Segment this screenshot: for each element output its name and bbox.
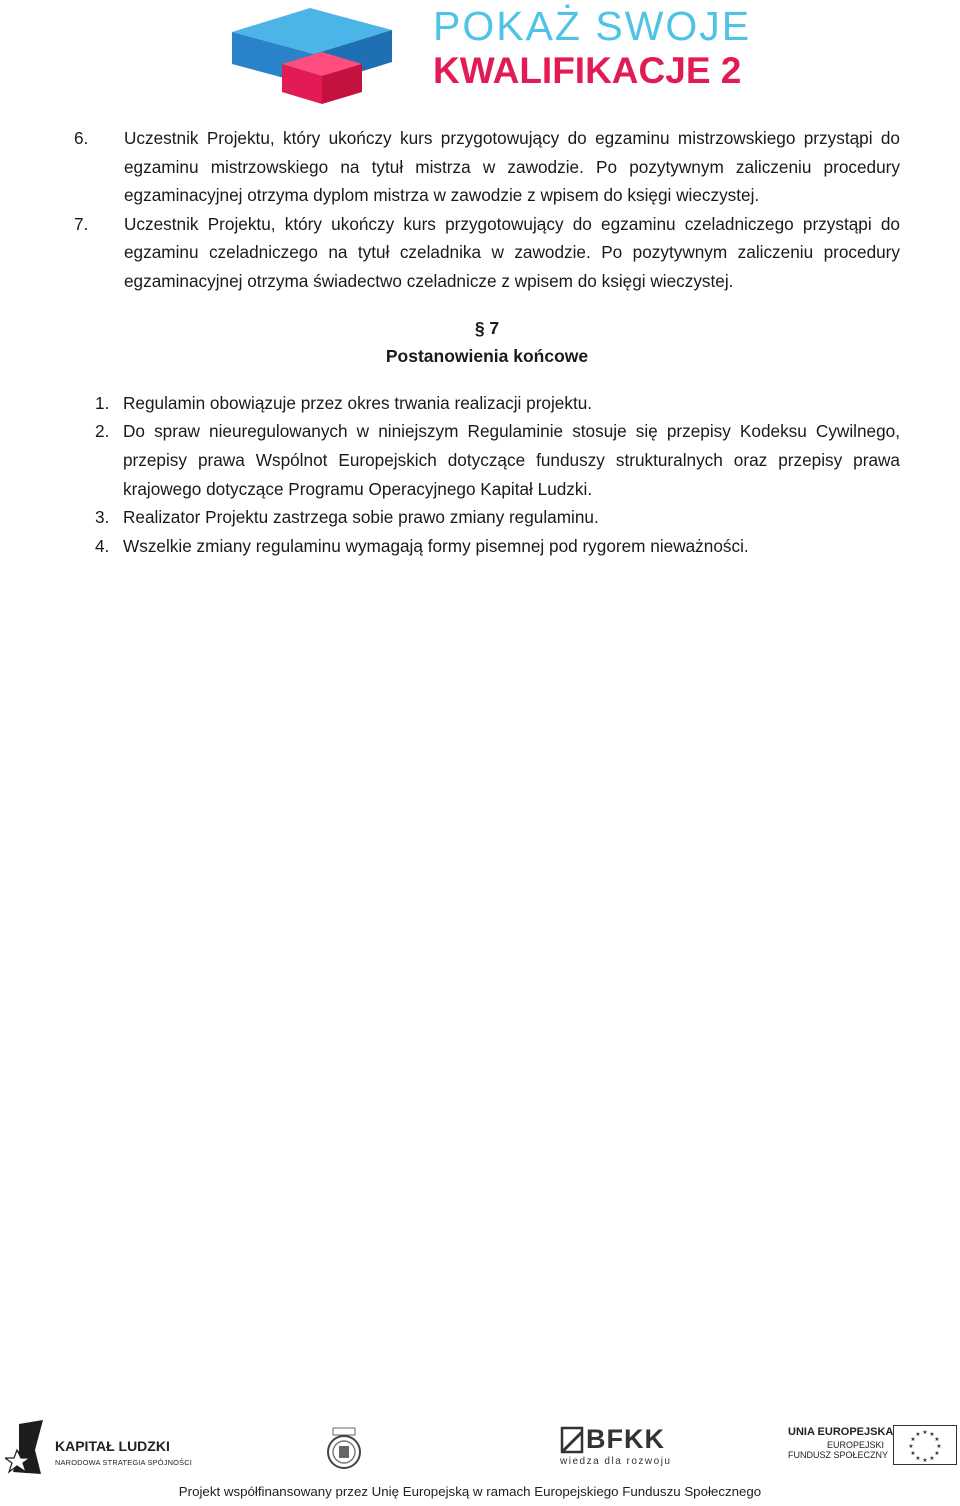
- svg-text:★: ★: [915, 1455, 921, 1462]
- list-item-text: Regulamin obowiązuje przez okres trwania realizacji projektu.: [123, 392, 593, 413]
- document-body: [74, 124, 900, 560]
- cubes-logo-icon: [230, 2, 430, 106]
- list-item-number: 4.: [95, 535, 110, 556]
- kapital-ludzki-star-icon: [5, 1420, 45, 1476]
- list-item: [74, 417, 900, 503]
- list-item-text: Uczestnik Projektu, który ukończy kurs przygotowujący do egzaminu czeladniczego przystąpi do egzaminu czeladniczego na tytuł czeladnika w zawodzie. Po pozytywnym zaliczeniu procedury egzaminacyjnej otrzyma świadectwo czeladnicze z wpisem do księgi wieczystej.: [124, 213, 900, 291]
- eu-label-line2: EUROPEJSKI: [826, 1440, 884, 1450]
- list-item-number: 2.: [95, 421, 110, 442]
- svg-text:★: ★: [929, 1455, 935, 1462]
- list-item-text: Realizator Projektu zastrzega sobie prawo zmiany regulaminu.: [123, 507, 599, 528]
- svg-text:★: ★: [915, 1431, 921, 1438]
- svg-text:★: ★: [910, 1436, 916, 1443]
- bfkk-logo: [560, 1424, 670, 1474]
- footer-cofinancing-note: Projekt współfinansowany przez Unię Europejską w ramach Europejskiego Funduszu Społecznego: [178, 1484, 762, 1499]
- header-logo: [230, 2, 752, 106]
- bfkk-name: BFKK: [586, 1424, 665, 1454]
- list-item-number: 6.: [74, 128, 89, 148]
- eu-label-line3: FUNDUSZ SPOŁECZNY: [788, 1450, 889, 1460]
- kapital-ludzki-subtitle: NARODOWA STRATEGIA SPÓJNOŚCI: [55, 1458, 193, 1467]
- final-provisions-list: [74, 389, 900, 561]
- svg-text:★: ★: [922, 1429, 928, 1436]
- svg-text:★: ★: [929, 1431, 935, 1438]
- eu-flag-icon: [893, 1425, 957, 1465]
- list-item: [74, 503, 900, 532]
- zemos-seal-logo: [325, 1426, 363, 1470]
- eu-label-line1: UNIA EUROPEJSKA: [788, 1426, 894, 1438]
- list-item-number: 1.: [95, 392, 110, 413]
- logo-title-line1: POKAŻ SWOJE: [433, 3, 752, 49]
- eu-label: [788, 1426, 894, 1460]
- kapital-ludzki-logo: [5, 1420, 193, 1480]
- list-item-number: 3.: [95, 507, 110, 528]
- svg-text:★: ★: [934, 1436, 940, 1443]
- kapital-ludzki-title: KAPITAŁ LUDZKI: [55, 1438, 170, 1454]
- list-item-text: Wszelkie zmiany regulaminu wymagają formy pisemnej pod rygorem nieważności.: [123, 535, 749, 556]
- svg-text:★: ★: [922, 1457, 928, 1464]
- bfkk-tagline: wiedza dla rozwoju: [560, 1456, 672, 1467]
- list-item-text: Uczestnik Projektu, który ukończy kurs przygotowujący do egzaminu mistrzowskiego przystąpi do egzaminu mistrzowskiego na tytuł mistrza w zawodzie. Po pozytywnym zaliczeniu procedury egzaminacyjnej otrzyma dyplom mistrza w zawodzie z wpisem do księgi wieczystej.: [124, 128, 900, 206]
- footer: [0, 1412, 960, 1506]
- list-item: [74, 210, 900, 296]
- list-item: [74, 389, 900, 418]
- list-item: [74, 532, 900, 561]
- svg-text:★: ★: [936, 1443, 942, 1450]
- section-number: § 7: [474, 317, 500, 338]
- svg-text:★: ★: [908, 1443, 914, 1450]
- logo-title-line2: KWALIFIKACJE 2: [433, 50, 742, 91]
- svg-text:★: ★: [934, 1450, 940, 1457]
- list-item-number: 7.: [74, 213, 89, 234]
- list-item: [74, 124, 900, 210]
- list-item-text: Do spraw nieuregulowanych w niniejszym Regulaminie stosuje się przepisy Kodeksu Cywilnego, przepisy prawa Wspólnot Europejskich dotyczące funduszy strukturalnych oraz przepisy prawa krajowego dotyczące Programu Operacyjnego Kapitał Ludzki.: [123, 421, 900, 499]
- section-title: Postanowienia końcowe: [385, 346, 589, 367]
- svg-text:★: ★: [910, 1450, 916, 1457]
- seal-icon: [325, 1426, 363, 1470]
- bfkk-mark-icon: [560, 1426, 584, 1454]
